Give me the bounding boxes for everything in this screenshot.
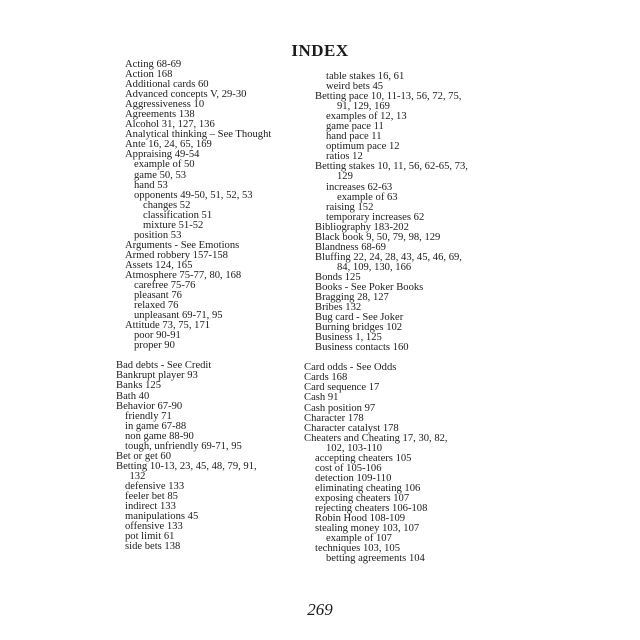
index-entry: Black book 9, 50, 79, 98, 129 bbox=[315, 231, 441, 243]
index-entry: side bets 138 bbox=[125, 541, 181, 553]
index-entry: Bet or get 60 bbox=[116, 450, 172, 462]
index-entry: techniques 103, 105 bbox=[315, 543, 401, 555]
index-entry: Card odds - See Odds bbox=[304, 362, 397, 374]
index-entry: offensive 133 bbox=[125, 521, 183, 533]
index-entry: defensive 133 bbox=[125, 480, 185, 492]
index-entry: rejecting cheaters 106-108 bbox=[315, 502, 428, 514]
index-entry: hand 53 bbox=[134, 179, 168, 191]
index-entry: detection 109-110 bbox=[315, 472, 392, 484]
index-entry: in game 67-88 bbox=[125, 420, 187, 432]
index-entry: examples of 12, 13 bbox=[326, 111, 407, 123]
index-entry: pot limit 61 bbox=[125, 531, 175, 543]
index-entry: Betting 10-13, 23, 45, 48, 79, 91, bbox=[116, 460, 257, 472]
index-entry: Cash position 97 bbox=[304, 402, 376, 414]
index-entry: unpleasant 69-71, 95 bbox=[134, 310, 223, 322]
index-entry: stealing money 103, 107 bbox=[315, 523, 420, 535]
index-entry: Analytical thinking – See Thought bbox=[125, 129, 272, 141]
index-entry: Advanced concepts V, 29-30 bbox=[125, 89, 247, 101]
index-entry: mixture 51-52 bbox=[143, 219, 204, 231]
index-entry: classification 51 bbox=[143, 209, 213, 221]
index-entry: Burning bridges 102 bbox=[315, 322, 403, 334]
index-entry: eliminating cheating 106 bbox=[315, 482, 421, 494]
index-entry: Aggressiveness 10 bbox=[125, 99, 205, 111]
index-entry: Cheaters and Cheating 17, 30, 82, bbox=[304, 432, 448, 444]
index-entry: Betting pace 10, 11-13, 56, 72, 75, bbox=[315, 91, 462, 103]
index-entry: cost of 105-106 bbox=[315, 462, 382, 474]
index-entry: Business 1, 125 bbox=[315, 332, 382, 344]
index-entry: Bribes 132 bbox=[315, 302, 362, 314]
index-entry: Bath 40 bbox=[116, 390, 150, 402]
index-entry: hand pace 11 bbox=[326, 131, 382, 143]
index-entry: Card sequence 17 bbox=[304, 382, 380, 394]
index-entry: tough, unfriendly 69-71, 95 bbox=[125, 440, 242, 452]
index-entry: example of 63 bbox=[337, 191, 398, 203]
index-entry: Bragging 28, 127 bbox=[315, 292, 389, 304]
index-entry: carefree 75-76 bbox=[134, 280, 196, 292]
index-entry: Appraising 49-54 bbox=[125, 149, 200, 161]
index-entry: Atmosphere 75-77, 80, 168 bbox=[125, 269, 242, 281]
index-entry: 102, 103-110 bbox=[326, 442, 383, 454]
index-entry: Agreements 138 bbox=[125, 109, 195, 121]
index-entry: Action 168 bbox=[125, 69, 173, 81]
index-entry: non game 88-90 bbox=[125, 430, 194, 442]
index-entry: game 50, 53 bbox=[134, 169, 187, 181]
index-entry: relaxed 76 bbox=[134, 300, 179, 312]
index-entry: table stakes 16, 61 bbox=[326, 71, 405, 82]
index-entry: pleasant 76 bbox=[134, 290, 182, 302]
index-entry: ratios 12 bbox=[326, 151, 363, 163]
index-entry: poor 90-91 bbox=[134, 330, 181, 342]
index-entry: Bibliography 183-202 bbox=[315, 221, 409, 233]
index-entry: Alcohol 31, 127, 136 bbox=[125, 119, 215, 131]
index-entry: manipulations 45 bbox=[125, 511, 199, 523]
index-entry: Robin Hood 108-109 bbox=[315, 513, 406, 525]
index-entry: Ante 16, 24, 65, 169 bbox=[125, 139, 212, 151]
index-entry: 132 bbox=[129, 470, 146, 482]
index-entry: Additional cards 60 bbox=[125, 79, 209, 91]
index-entry: 91, 129, 169 bbox=[337, 101, 390, 113]
index-entry: game pace 11 bbox=[326, 121, 384, 133]
index-entry: Arguments - See Emotions bbox=[125, 239, 240, 251]
index-entry: example of 107 bbox=[326, 533, 392, 545]
index-entry: accepting cheaters 105 bbox=[315, 452, 412, 464]
right-index-column bbox=[304, 72, 514, 564]
index-entry: 129 bbox=[337, 171, 353, 183]
index-entry: Bonds 125 bbox=[315, 271, 361, 283]
index-entry: Armed robbery 157-158 bbox=[125, 249, 228, 261]
index-entry: changes 52 bbox=[143, 199, 191, 211]
index-entry: weird bets 45 bbox=[326, 81, 384, 93]
index-entry: 84, 109, 130, 166 bbox=[337, 261, 412, 273]
index-entry: Bad debts - See Credit bbox=[116, 360, 212, 372]
page-title: INDEX bbox=[291, 41, 349, 60]
index-entry: feeler bet 85 bbox=[125, 490, 178, 502]
index-entry: raising 152 bbox=[326, 201, 374, 213]
index-entry: increases 62-63 bbox=[326, 181, 393, 193]
index-entry: Bluffing 22, 24, 28, 43, 45, 46, 69, bbox=[315, 251, 462, 263]
index-entry: Blandness 68-69 bbox=[315, 241, 386, 253]
index-entry: Books - See Poker Books bbox=[315, 281, 424, 293]
index-entry: Bug card - See Joker bbox=[315, 312, 404, 324]
index-entry: Cash 91 bbox=[304, 392, 339, 404]
index-entry: temporary increases 62 bbox=[326, 211, 425, 223]
index-entry: Character 178 bbox=[304, 412, 364, 424]
index-entry: Betting stakes 10, 11, 56, 62-65, 73, bbox=[315, 161, 468, 173]
index-entry: exposing cheaters 107 bbox=[315, 492, 410, 504]
index-entry: opponents 49-50, 51, 52, 53 bbox=[134, 189, 253, 201]
index-entry: indirect 133 bbox=[125, 501, 176, 513]
index-entry: Business contacts 160 bbox=[315, 342, 409, 354]
index-entry: friendly 71 bbox=[125, 410, 172, 422]
page-number: 269 bbox=[307, 600, 333, 619]
index-entry: position 53 bbox=[134, 229, 182, 241]
index-entry: Bankrupt player 93 bbox=[116, 370, 198, 382]
index-entry: Cards 168 bbox=[304, 372, 348, 384]
index-entry: Behavior 67-90 bbox=[116, 400, 183, 412]
index-entry: Acting 68-69 bbox=[125, 59, 182, 70]
index-entry: Attitude 73, 75, 171 bbox=[125, 320, 211, 332]
index-entry: example of 50 bbox=[134, 159, 195, 171]
left-index-column bbox=[116, 60, 298, 552]
index-entry: Character catalyst 178 bbox=[304, 422, 399, 434]
index-entry: optimum pace 12 bbox=[326, 141, 400, 153]
index-entry: betting agreements 104 bbox=[326, 553, 425, 565]
index-entry: Banks 125 bbox=[116, 380, 162, 392]
index-entry: proper 90 bbox=[134, 340, 175, 352]
index-entry: Assets 124, 165 bbox=[125, 259, 193, 271]
